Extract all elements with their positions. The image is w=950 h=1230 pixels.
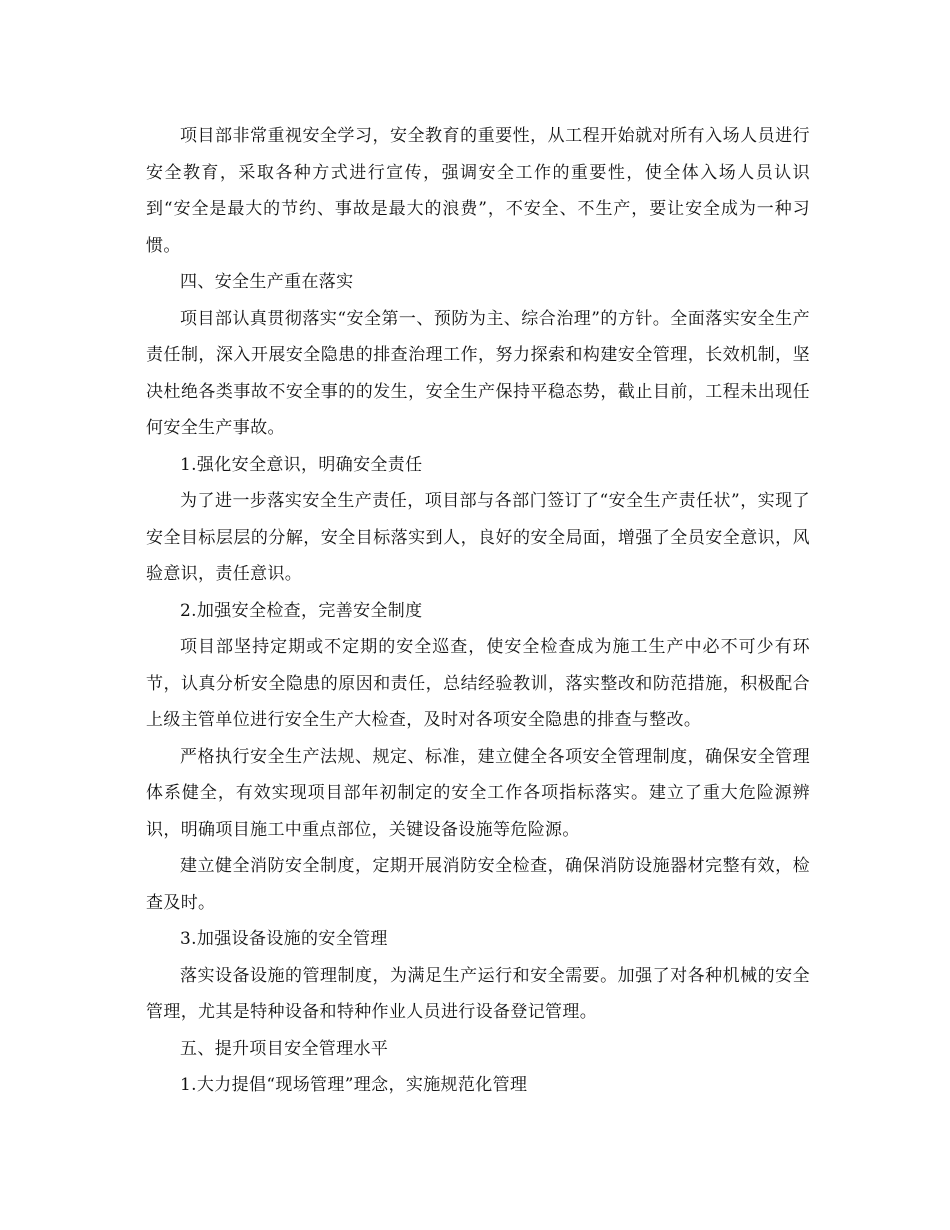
subheading-1: 1.强化安全意识，明确安全责任 (180, 454, 423, 475)
paragraph-equipment: 落实设备设施的管理制度，为满足生产运行和安全需要。加强了对各种机械的安全管理，尤其是特种设备和特种作业人员进行设备登记管理。 (146, 965, 810, 1022)
paragraph-safety-education: 项目部非常重视安全学习，安全教育的重要性，从工程开始就对所有入场人员进行安全教育，采取各种方式进行宣传，强调安全工作的重要性，使全体入场人员认识到“安全是最大的节约、事故是最大的浪费”，不安全、不生产，要让安全成为一种习惯。 (146, 126, 810, 256)
subheading-5-1: 1.大力提倡“现场管理”理念，实施规范化管理 (180, 1075, 528, 1095)
paragraph-inspection: 项目部坚持定期或不定期的安全巡查，使安全检查成为施工生产中必不可少有环节，认真分析安全隐患的原因和责任，总结经验教训，落实整改和防范措施，积极配合上级主管单位进行安全生产大检查，及时对各项安全隐患的排查与整改。 (146, 637, 810, 730)
subheading-3: 3.加强设备设施的安全管理 (180, 929, 388, 949)
document-page (146, 118, 810, 1104)
paragraph-responsibility: 为了进一步落实安全生产责任，项目部与各部门签订了“安全生产责任状”，实现了安全目标层层的分解，安全目标落实到人，良好的安全局面，增强了全员安全意识，风验意识，责任意识。 (146, 491, 810, 584)
paragraph-fire-safety: 建立健全消防安全制度，定期开展消防安全检查，确保消防设施器材完整有效，检查及时。 (146, 856, 810, 913)
paragraph-regulations: 严格执行安全生产法规、规定、标准，建立健全各项安全管理制度，确保安全管理体系健全，有效实现项目部年初制定的安全工作各项指标落实。建立了重大危险源辨识，明确项目施工中重点部位，关键设备设施等危险源。 (146, 746, 810, 840)
section-heading-4: 四、安全生产重在落实 (180, 272, 354, 292)
section-heading-5: 五、提升项目安全管理水平 (180, 1038, 389, 1059)
subheading-2: 2.加强安全检查，完善安全制度 (180, 600, 423, 621)
paragraph-safety-policy: 项目部认真贯彻落实“安全第一、预防为主、综合治理”的方针。全面落实安全生产责任制，深入开展安全隐患的排查治理工作，努力探索和构建安全管理，长效机制，坚决杜绝各类事故不安全事的的发生，安全生产保持平稳态势，截止目前，工程未出现任何安全生产事故。 (146, 308, 810, 438)
